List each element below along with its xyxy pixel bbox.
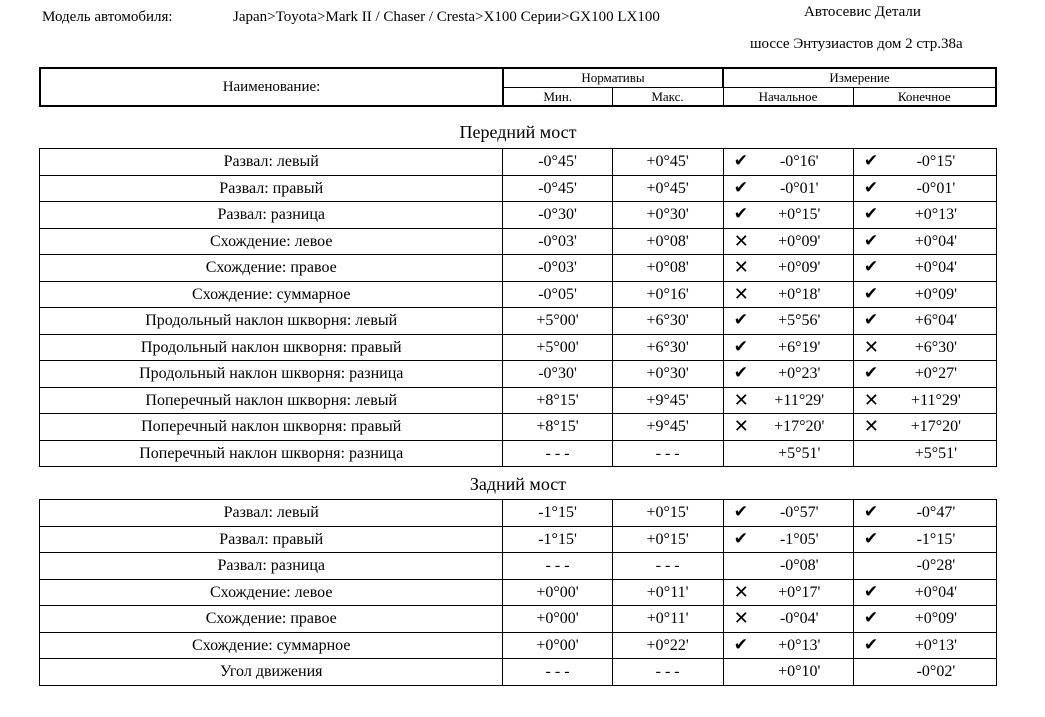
norm-max-cell: +0°08': [612, 255, 723, 282]
measure-value: +11°29': [774, 391, 825, 409]
check-icon: ✔: [863, 257, 879, 277]
initial-value-cell: [723, 149, 853, 176]
cross-icon: ✕: [863, 416, 879, 437]
final-value-cell: [853, 175, 996, 202]
initial-value-cell: [723, 281, 853, 308]
initial-value-cell: [723, 308, 853, 335]
check-icon: ✔: [863, 151, 879, 171]
initial-value-cell: [723, 414, 853, 441]
measure-value: +0°18': [778, 285, 821, 303]
max-column-header: Макс.: [612, 88, 723, 107]
check-icon: ✔: [733, 336, 748, 357]
initial-value-cell: [723, 228, 853, 255]
initial-value-cell: [723, 579, 853, 606]
table-row: [40, 334, 997, 361]
measure-value: -0°15': [916, 153, 956, 171]
table-row: [40, 632, 997, 659]
norm-max-cell: +0°11': [612, 606, 723, 633]
check-icon: ✔: [733, 502, 748, 522]
final-value-cell: [853, 387, 996, 414]
norm-max-cell: +9°45': [612, 387, 723, 414]
param-name-cell: Продольный наклон шкворня: правый: [40, 334, 503, 361]
table-row: [40, 414, 997, 441]
measure-value: -0°47': [916, 504, 956, 522]
check-icon: ✔: [733, 151, 748, 171]
cross-icon: ✕: [733, 416, 749, 437]
norm-max-cell: +9°45': [612, 414, 723, 441]
measure-value: +0°09': [778, 232, 821, 250]
norm-max-cell: +6°30': [612, 308, 723, 335]
measure-value: +0°09': [778, 259, 821, 277]
norms-column-header: Нормативы: [503, 68, 723, 88]
check-icon: ✔: [863, 363, 879, 383]
measure-value: +6°30': [914, 338, 958, 356]
norm-min-cell: -0°05': [503, 281, 612, 308]
measure-value: -0°01': [916, 179, 956, 197]
norm-min-cell: - - -: [503, 553, 612, 580]
norm-min-cell: -1°15': [503, 500, 612, 527]
check-icon: ✔: [863, 581, 879, 602]
table-row: [40, 387, 997, 414]
table-row: [40, 526, 997, 553]
norm-min-cell: - - -: [503, 659, 612, 686]
measure-value: +0°04': [914, 583, 958, 601]
initial-value-cell: [723, 606, 853, 633]
final-column-header: Конечное: [853, 88, 996, 107]
norm-max-cell: +6°30': [612, 334, 723, 361]
front-axle-table: [39, 148, 997, 467]
table-row: [40, 228, 997, 255]
norm-min-cell: -0°45': [503, 149, 612, 176]
table-row: [40, 440, 997, 467]
norm-max-cell: +0°30': [612, 361, 723, 388]
final-value-cell: [853, 149, 996, 176]
check-icon: ✔: [863, 502, 879, 522]
check-icon: ✔: [863, 177, 879, 198]
param-name-cell: Развал: разница: [40, 202, 503, 229]
norm-max-cell: - - -: [612, 659, 723, 686]
final-value-cell: [853, 526, 996, 553]
measure-value: -0°16': [779, 153, 819, 171]
final-value-cell: [853, 632, 996, 659]
initial-value-cell: [723, 334, 853, 361]
rear-axle-table: [39, 499, 997, 686]
table-row: [40, 553, 997, 580]
final-value-cell: [853, 659, 996, 686]
check-icon: ✔: [863, 283, 879, 304]
measure-value: +5°51': [778, 444, 821, 462]
check-icon: ✔: [863, 230, 879, 251]
measure-value: +0°09': [914, 610, 958, 628]
name-column-header: Наименование:: [40, 68, 503, 106]
table-row: [40, 149, 997, 176]
param-name-cell: Развал: левый: [40, 500, 503, 527]
measure-value: +0°04': [914, 232, 958, 250]
measure-value: -1°05': [779, 530, 819, 548]
initial-value-cell: [723, 526, 853, 553]
check-icon: ✔: [733, 363, 748, 383]
param-name-cell: Угол движения: [40, 659, 503, 686]
table-row: [40, 308, 997, 335]
norm-max-cell: +0°30': [612, 202, 723, 229]
cross-icon: ✕: [733, 389, 749, 411]
measure-value: +0°23': [778, 365, 821, 383]
measure-value: -0°08': [779, 557, 819, 575]
table-row: [40, 659, 997, 686]
measure-value: -0°28': [916, 557, 956, 575]
final-value-cell: [853, 228, 996, 255]
company-name: Автосевис Детали: [804, 4, 921, 20]
param-name-cell: Схождение: правое: [40, 606, 503, 633]
table-row: [40, 500, 997, 527]
norm-min-cell: +0°00': [503, 632, 612, 659]
measure-value: -0°57': [779, 504, 819, 522]
norm-min-cell: -0°30': [503, 361, 612, 388]
measure-value: +0°10': [778, 663, 821, 681]
measure-value: +0°13': [914, 636, 958, 654]
param-name-cell: Развал: разница: [40, 553, 503, 580]
norm-min-cell: -0°03': [503, 228, 612, 255]
initial-value-cell: [723, 632, 853, 659]
param-name-cell: Схождение: правое: [40, 255, 503, 282]
measure-value: -1°15': [916, 530, 956, 548]
measure-value: +0°04': [914, 259, 958, 277]
check-icon: ✔: [733, 204, 748, 224]
initial-value-cell: [723, 553, 853, 580]
norm-min-cell: +5°00': [503, 308, 612, 335]
measure-value: +5°56': [778, 312, 821, 330]
param-name-cell: Схождение: суммарное: [40, 632, 503, 659]
check-icon: ✔: [863, 310, 879, 330]
table-row: [40, 202, 997, 229]
initial-value-cell: [723, 440, 853, 467]
check-icon: ✔: [733, 177, 748, 198]
norm-max-cell: +0°16': [612, 281, 723, 308]
final-value-cell: [853, 361, 996, 388]
initial-value-cell: [723, 387, 853, 414]
table-row: [40, 579, 997, 606]
norm-min-cell: +5°00': [503, 334, 612, 361]
cross-icon: ✕: [733, 608, 749, 629]
measure-value: +6°19': [778, 338, 821, 356]
measure-value: +5°51': [914, 444, 958, 462]
column-header-table: [39, 67, 997, 107]
norm-min-cell: -1°15': [503, 526, 612, 553]
table-row: [40, 361, 997, 388]
param-name-cell: Поперечный наклон шкворня: правый: [40, 414, 503, 441]
initial-value-cell: [723, 500, 853, 527]
norm-min-cell: +0°00': [503, 579, 612, 606]
measure-value: +17°20': [774, 418, 825, 436]
cross-icon: ✕: [863, 336, 879, 358]
norm-max-cell: +0°11': [612, 579, 723, 606]
table-row: [40, 175, 997, 202]
check-icon: ✔: [733, 310, 748, 330]
norm-min-cell: +8°15': [503, 387, 612, 414]
min-column-header: Мин.: [503, 88, 612, 107]
cross-icon: ✕: [733, 581, 749, 603]
check-icon: ✔: [863, 528, 879, 549]
cross-icon: ✕: [733, 257, 749, 278]
param-name-cell: Развал: левый: [40, 149, 503, 176]
measure-column-header: Измерение: [723, 68, 996, 88]
final-value-cell: [853, 255, 996, 282]
param-name-cell: Схождение: суммарное: [40, 281, 503, 308]
final-value-cell: [853, 579, 996, 606]
final-value-cell: [853, 334, 996, 361]
norm-min-cell: -0°30': [503, 202, 612, 229]
initial-value-cell: [723, 202, 853, 229]
param-name-cell: Продольный наклон шкворня: разница: [40, 361, 503, 388]
param-name-cell: Продольный наклон шкворня: левый: [40, 308, 503, 335]
initial-value-cell: [723, 255, 853, 282]
cross-icon: ✕: [863, 389, 879, 411]
final-value-cell: [853, 414, 996, 441]
param-name-cell: Развал: правый: [40, 526, 503, 553]
final-value-cell: [853, 308, 996, 335]
measure-value: -0°01': [779, 179, 819, 197]
final-value-cell: [853, 202, 996, 229]
check-icon: ✔: [733, 528, 748, 549]
norm-max-cell: +0°15': [612, 500, 723, 527]
norm-min-cell: - - -: [503, 440, 612, 467]
model-path: Japan>Toyota>Mark II / Chaser / Cresta>X100 Серии>GX100 LX100: [233, 9, 660, 25]
final-value-cell: [853, 500, 996, 527]
rear-axle-title: Задний мост: [469, 474, 567, 494]
norm-max-cell: +0°45': [612, 149, 723, 176]
measure-value: -0°02': [916, 663, 956, 681]
final-value-cell: [853, 281, 996, 308]
measure-value: +0°13': [778, 636, 821, 654]
measure-value: +0°09': [914, 285, 958, 303]
norm-max-cell: +0°08': [612, 228, 723, 255]
norm-min-cell: -0°45': [503, 175, 612, 202]
check-icon: ✔: [863, 634, 879, 655]
measure-value: +17°20': [910, 418, 962, 436]
measure-value: +6°04': [914, 312, 958, 330]
norm-max-cell: - - -: [612, 440, 723, 467]
norm-min-cell: -0°03': [503, 255, 612, 282]
measure-value: +0°27': [914, 365, 958, 383]
table-row: [40, 606, 997, 633]
measure-value: +0°17': [778, 583, 821, 601]
table-row: [40, 255, 997, 282]
norm-max-cell: +0°45': [612, 175, 723, 202]
norm-max-cell: +0°15': [612, 526, 723, 553]
cross-icon: ✕: [733, 230, 749, 252]
front-axle-title: Передний мост: [459, 122, 577, 142]
initial-value-cell: [723, 659, 853, 686]
param-name-cell: Схождение: левое: [40, 228, 503, 255]
norm-min-cell: +8°15': [503, 414, 612, 441]
cross-icon: ✕: [733, 283, 749, 305]
check-icon: ✔: [863, 204, 879, 224]
check-icon: ✔: [863, 608, 879, 628]
param-name-cell: Поперечный наклон шкворня: левый: [40, 387, 503, 414]
table-row: [40, 281, 997, 308]
final-value-cell: [853, 553, 996, 580]
measure-value: -0°04': [779, 610, 819, 628]
measure-value: +0°15': [778, 206, 821, 224]
model-label: Модель автомобиля:: [42, 9, 173, 25]
initial-value-cell: [723, 361, 853, 388]
final-value-cell: [853, 606, 996, 633]
final-value-cell: [853, 440, 996, 467]
measure-value: +11°29': [911, 391, 961, 409]
param-name-cell: Схождение: левое: [40, 579, 503, 606]
norm-max-cell: +0°22': [612, 632, 723, 659]
measure-value: +0°13': [914, 206, 958, 224]
param-name-cell: Поперечный наклон шкворня: разница: [40, 440, 503, 467]
initial-column-header: Начальное: [723, 88, 853, 107]
company-address: шоссе Энтузиастов дом 2 стр.38а: [750, 36, 963, 52]
norm-max-cell: - - -: [612, 553, 723, 580]
norm-min-cell: +0°00': [503, 606, 612, 633]
param-name-cell: Развал: правый: [40, 175, 503, 202]
check-icon: ✔: [733, 634, 748, 655]
initial-value-cell: [723, 175, 853, 202]
